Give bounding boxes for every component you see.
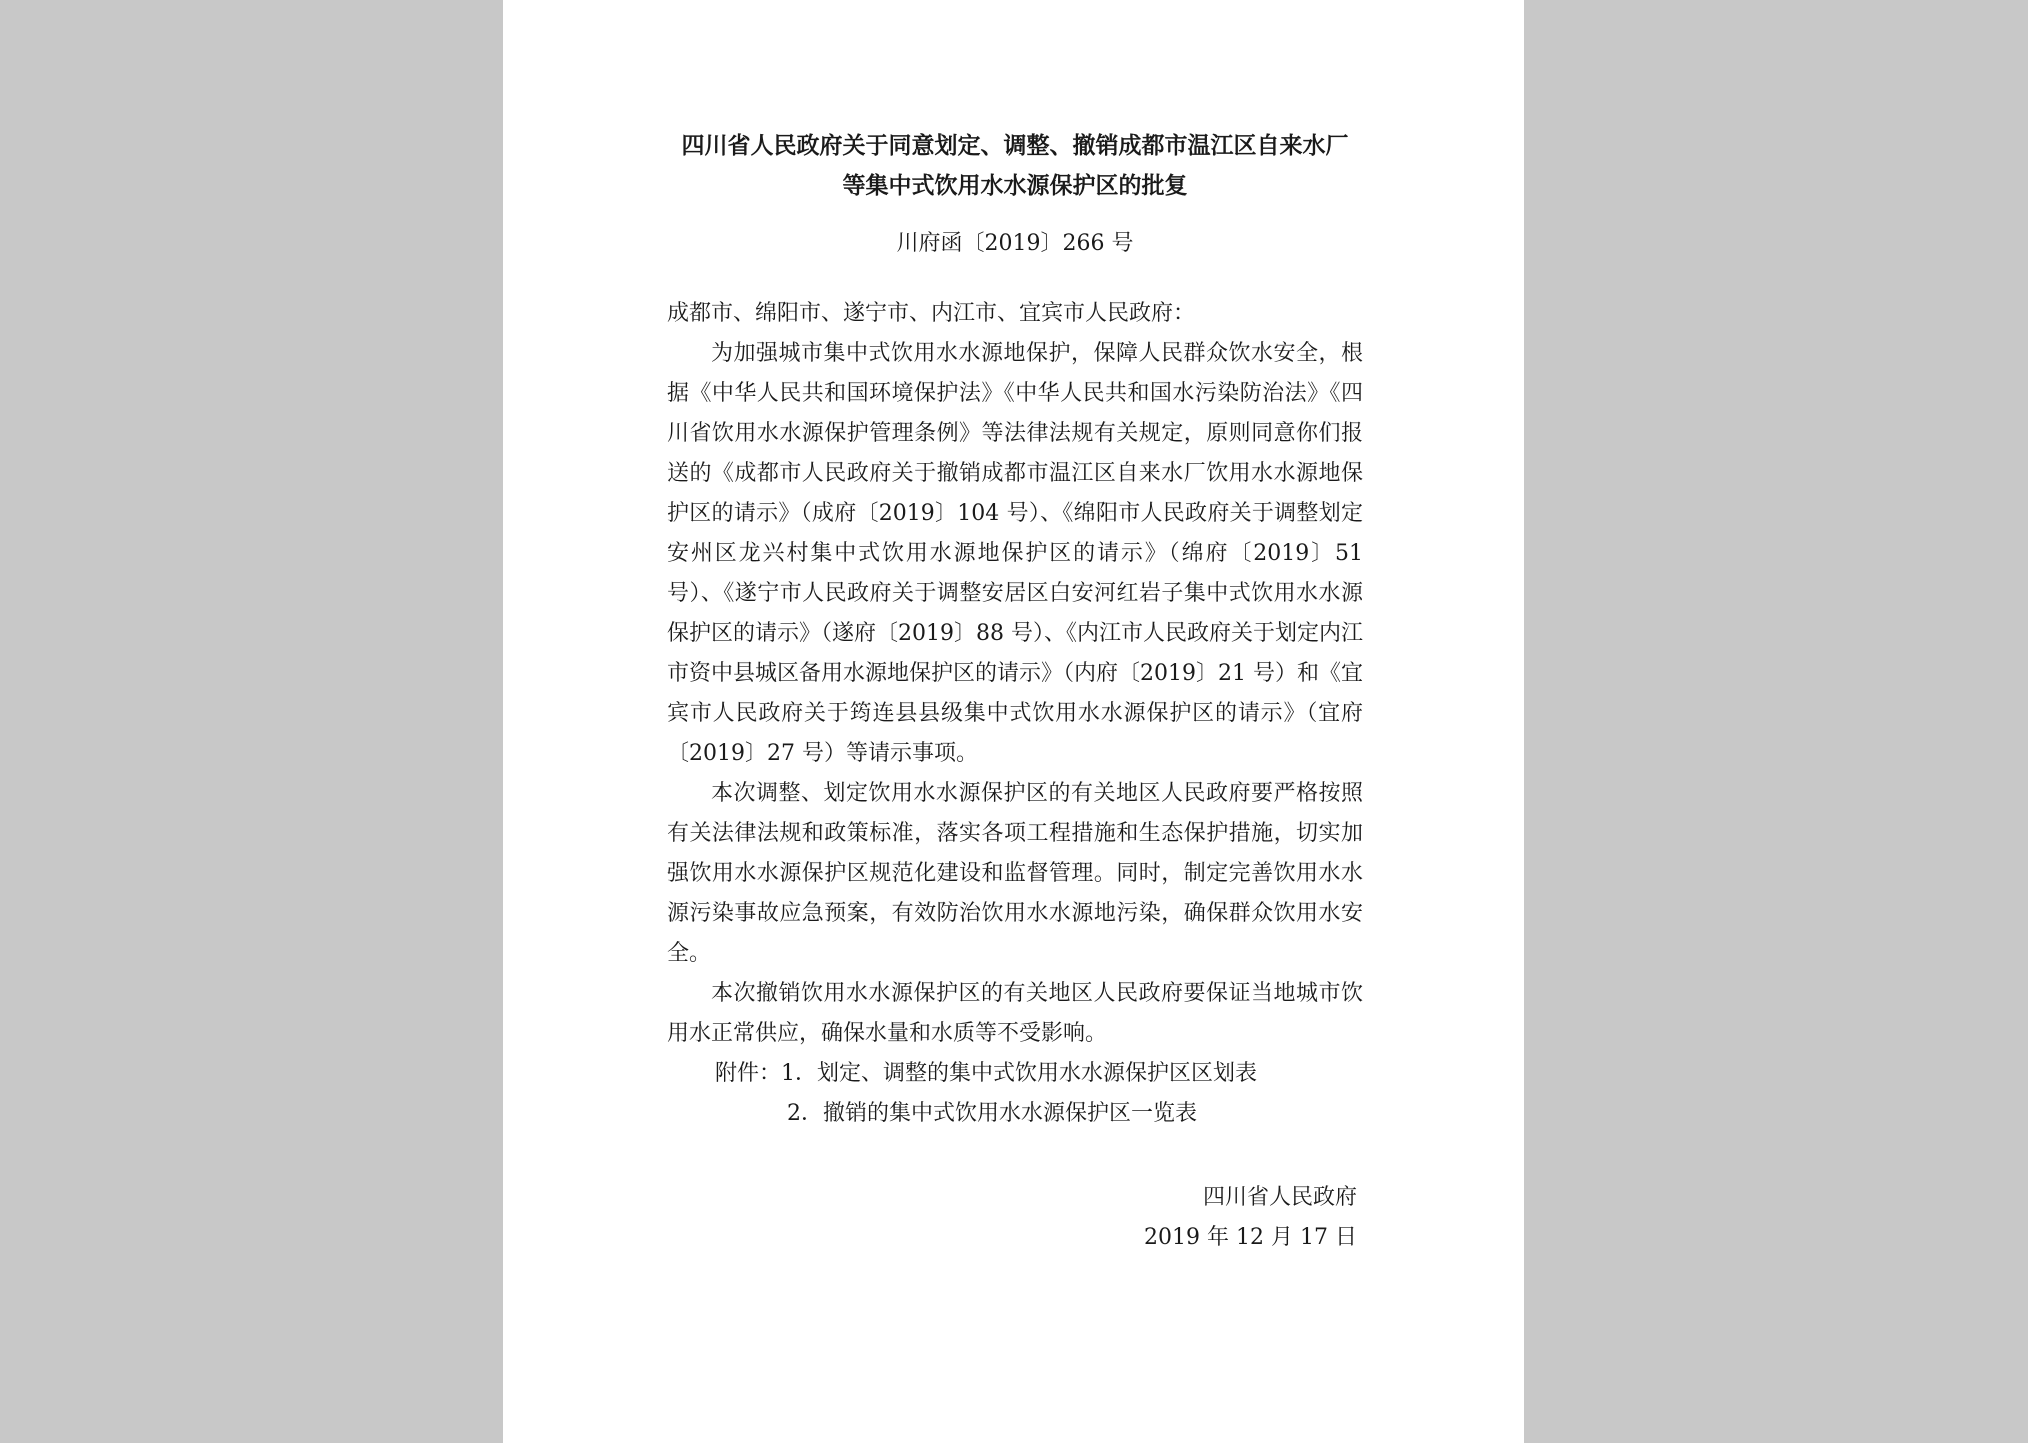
document-title	[667, 126, 1363, 206]
document-page	[503, 0, 1524, 1443]
body-paragraph-2: 本次调整、划定饮用水水源保护区的有关地区人民政府要严格按照有关法律法规和政策标准，落实各项工程措施和生态保护措施，切实加强饮用水水源保护区规范化建设和监督管理。同时，制定完善饮用水水源污染事故应急预案，有效防治饮用水水源地污染，确保群众饮用水安全。	[667, 781, 1363, 966]
attachment-2: 2．撤销的集中式饮用水水源保护区一览表	[787, 1101, 1197, 1126]
title-line-2: 等集中式饮用水水源保护区的批复	[842, 173, 1188, 199]
addressee: 成都市、绵阳市、遂宁市、内江市、宜宾市人民政府：	[667, 301, 1196, 326]
document-number: 川府函〔2019〕266 号	[896, 231, 1134, 256]
signature-block	[667, 1178, 1363, 1258]
title-line-1: 四川省人民政府关于同意划定、调整、撤销成都市温江区自来水厂	[681, 133, 1349, 159]
document-content	[667, 126, 1363, 1258]
signature-date: 2019 年 12 月 17 日	[1144, 1225, 1357, 1250]
body-paragraph-1: 为加强城市集中式饮用水水源地保护，保障人民群众饮水安全，根据《中华人民共和国环境保护法》《中华人民共和国水污染防治法》《四川省饮用水水源保护管理条例》等法律法规有关规定，原则同意你们报送的《成都市人民政府关于撤销成都市温江区自来水厂饮用水水源地保护区的请示》（成府〔2019〕104 号）、《绵阳市人民政府关于调整划定安州区龙兴村集中式饮用水源地保护区的请示》（绵府〔2019〕51 号）、《遂宁市人民政府关于调整安居区白安河红岩子集中式饮用水水源保护区的请示》（遂府〔2019〕88 号）、《内江市人民政府关于划定内江市资中县城区备用水源地保护区的请示》（内府〔2019〕21 号）和《宜宾市人民政府关于筠连县县级集中式饮用水水源保护区的请示》（宜府〔2019〕27 号）等请示事项。	[667, 341, 1363, 766]
attachment-1: 附件：1．划定、调整的集中式饮用水水源保护区区划表	[715, 1061, 1257, 1086]
body-paragraph-3: 本次撤销饮用水水源保护区的有关地区人民政府要保证当地城市饮用水正常供应，确保水量和水质等不受影响。	[667, 981, 1363, 1046]
signature-org: 四川省人民政府	[1202, 1185, 1357, 1210]
